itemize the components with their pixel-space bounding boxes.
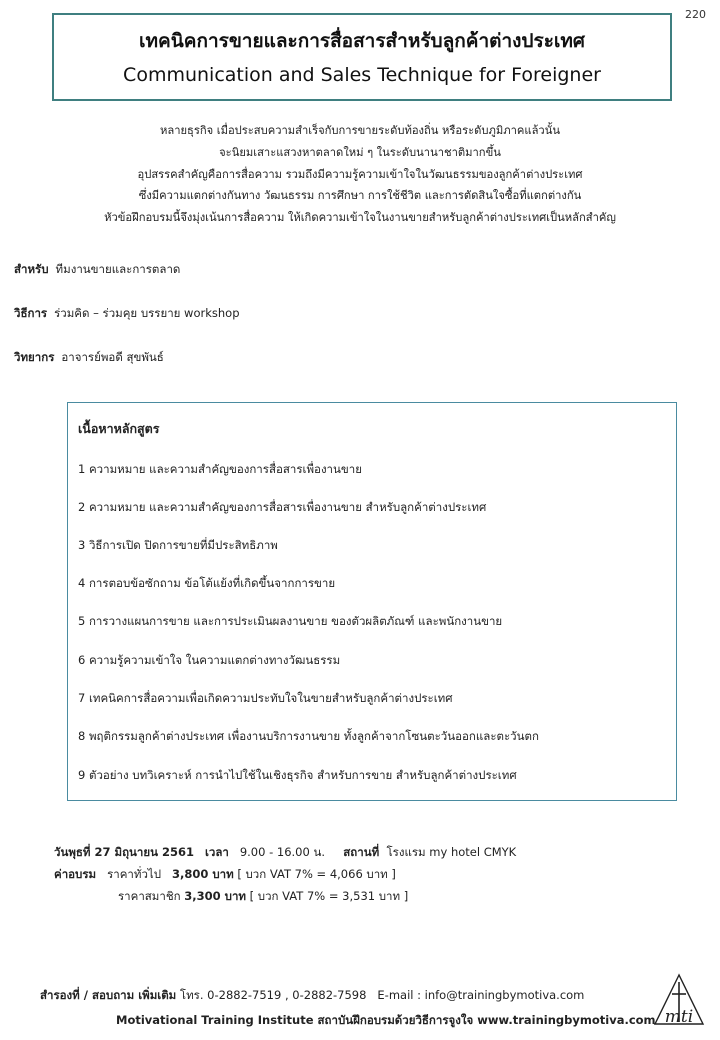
course-item: 2 ความหมาย และความสำคัญของการสื่อสารเพื่องานขาย สำหรับลูกค้าต่างประเทศ xyxy=(78,500,487,514)
speaker-label: วิทยากร xyxy=(14,350,55,364)
member-price-label: ราคาสมาชิก xyxy=(118,889,181,903)
venue-value: โรงแรม my hotel CMYK xyxy=(386,845,517,859)
course-content-box xyxy=(67,402,677,801)
time-value: 9.00 - 16.00 น. xyxy=(239,845,325,859)
intro-line: จะนิยมเสาะแสวงหาตลาดใหม่ ๆ ในระดับนานาชาติมากขึ้น xyxy=(219,145,501,159)
target-audience xyxy=(14,261,180,279)
fee-label: ค่าอบรม xyxy=(54,867,97,881)
target-audience-value: ทีมงานขายและการตลาด xyxy=(55,262,181,276)
course-item: 9 ตัวอย่าง บทวิเคราะห์ การนำไปใช้ในเชิงธุรกิจ สำหรับการขาย สำหรับลูกค้าต่างประเทศ xyxy=(78,768,517,782)
course-item: 3 วิธีการเปิด ปิดการขายที่มีประสิทธิภาพ xyxy=(78,538,278,552)
intro-line: หัวข้อฝึกอบรมนี้จึงมุ่งเน้นการสื่อความ ให้เกิดความเข้าใจในงานขายสำหรับลูกค้าต่างประเทศเป็นหลักสำคัญ xyxy=(104,211,616,225)
general-price-label: ราคาทั่วไป xyxy=(107,867,161,881)
schedule-date-row xyxy=(54,844,516,862)
target-audience-label: สำหรับ xyxy=(14,262,49,276)
venue-label: สถานที่ xyxy=(343,845,380,859)
title-thai: เทคนิคการขายและการสื่อสารสำหรับลูกค้าต่างประเทศ xyxy=(139,30,585,52)
page-number: 220 xyxy=(685,8,706,21)
speaker-value: อาจารย์พอดี สุขพันธ์ xyxy=(61,350,164,364)
member-price: 3,300 บาท xyxy=(184,889,246,903)
intro-line: หลายธุรกิจ เมื่อประสบความสำเร็จกับการขายระดับท้องถิ่น หรือระดับภูมิภาคแล้วนั้น xyxy=(159,124,561,137)
general-price: 3,800 บาท xyxy=(171,867,234,881)
event-date: วันพุธที่ 27 มิถุนายน 2561 xyxy=(54,845,194,859)
fee-member-row xyxy=(118,888,408,906)
member-price-vat: [ บวก VAT 7% = 3,531 บาท ] xyxy=(249,889,409,903)
course-item: 7 เทคนิคการสื่อความเพื่อเกิดความประทับใจในขายสำหรับลูกค้าต่างประเทศ xyxy=(78,691,453,705)
method-value: ร่วมคิด – ร่วมคุย บรรยาย workshop xyxy=(54,306,240,320)
general-price-vat: [ บวก VAT 7% = 4,066 บาท ] xyxy=(237,867,396,881)
contact-row xyxy=(40,987,584,1005)
course-item: 4 การตอบข้อซักถาม ข้อโต้แย้งที่เกิดขึ้นจากการขาย xyxy=(78,576,336,590)
logo-text: mti xyxy=(664,1007,694,1027)
method-label: วิธีการ xyxy=(14,306,48,320)
time-label: เวลา xyxy=(204,845,229,859)
speaker xyxy=(14,349,164,367)
title-box xyxy=(52,13,672,101)
title-english: Communication and Sales Technique for Foreigner xyxy=(123,64,601,86)
intro-paragraph xyxy=(40,120,680,229)
mti-logo-icon xyxy=(650,972,708,1030)
contact-label: สำรองที่ / สอบถาม เพิ่มเติม xyxy=(40,988,177,1002)
method xyxy=(14,305,240,323)
fee-general-row xyxy=(54,866,396,884)
course-item: 1 ความหมาย และความสำคัญของการสื่อสารเพื่องานขาย xyxy=(78,462,362,476)
contact-email: E-mail : info@trainingbymotiva.com xyxy=(377,988,585,1002)
intro-line: อุปสรรคสำคัญคือการสื่อความ รวมถึงมีความรู้ความเข้าใจในวัฒนธรรมของลูกค้าต่างประเทศ xyxy=(137,167,583,181)
contact-phone: โทร. 0-2882-7519 , 0-2882-7598 xyxy=(179,988,367,1002)
course-item: 5 การวางแผนการขาย และการประเมินผลงานขาย ของตัวผลิตภัณฑ์ และพนักงานขาย xyxy=(78,614,503,628)
institute-line: Motivational Training Institute สถาบันฝึกอบรมด้วยวิธีการจูงใจ www.trainingbymotiva.com xyxy=(116,1013,656,1027)
course-content-heading: เนื้อหาหลักสูตร xyxy=(78,421,160,436)
intro-line: ซึ่งมีความแตกต่างกันทาง วัฒนธรรม การศึกษา การใช้ชีวิต และการตัดสินใจซื้อที่แตกต่างกัน xyxy=(138,189,582,203)
course-item: 6 ความรู้ความเข้าใจ ในความแตกต่างทางวัฒนธรรม xyxy=(78,653,341,667)
course-item: 8 พฤติกรรมลูกค้าต่างประเทศ เพื่องานบริการงานขาย ทั้งลูกค้าจากโซนตะวันออกและตะวันตก xyxy=(78,729,539,743)
